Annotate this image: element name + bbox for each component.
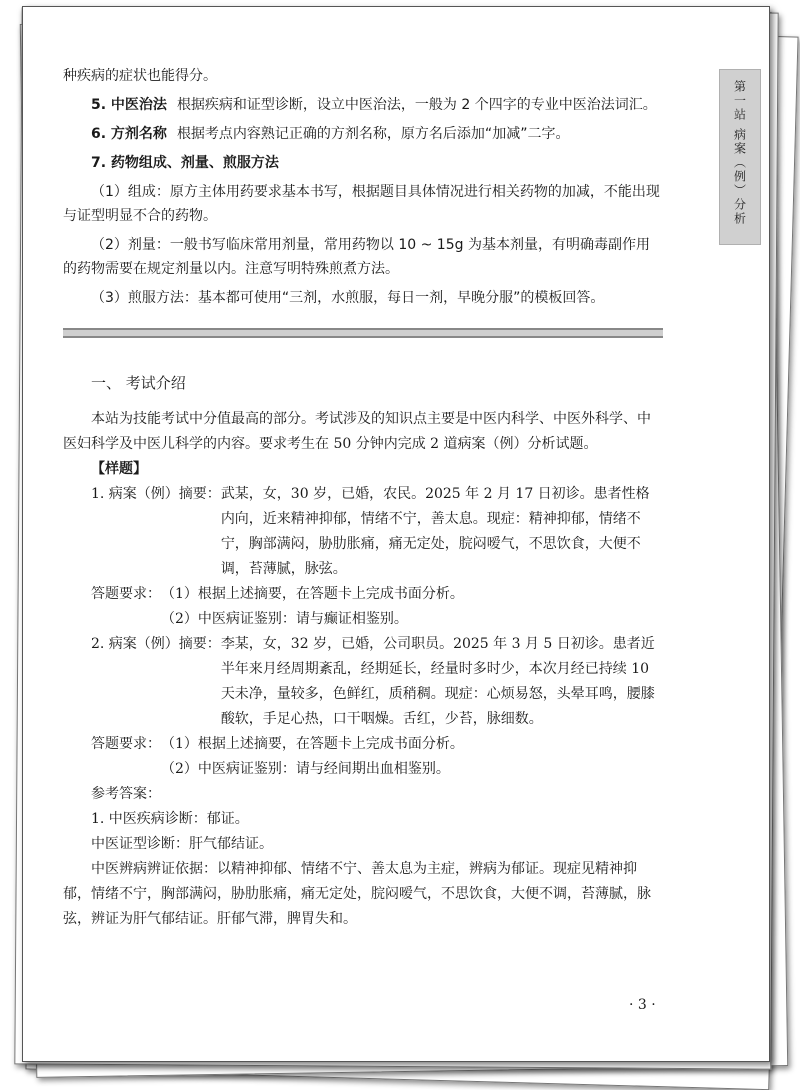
item-5 <box>63 93 663 117</box>
case-1 <box>63 482 663 582</box>
case-1-text: 武某，女，30 岁，已婚，农民。2025 年 2 月 17 日初诊。患者性格内向，近来精神抑郁，情绪不宁，善太息。现症：精神抑郁，情绪不宁，胸部满闷，胁肋胀痛，痛无定处，脘闷嗳气，不思饮食，大便不调，苔薄腻，脉弦。 <box>220 486 650 577</box>
case-1-req-label: 答题要求： <box>91 586 161 602</box>
section-intro: 本站为技能考试中分值最高的部分。考试涉及的知识点主要是中医内科学、中医外科学、中医妇科学及中医儿科学的内容。要求考生在 50 分钟内完成 2 道病案（例）分析试题。 <box>63 411 651 452</box>
item-5-label: 5. 中医治法 <box>91 97 167 113</box>
section-title-block <box>63 371 663 395</box>
item-5-text: 根据疾病和证型诊断，设立中医治法，一般为 2 个四字的专业中医治法词汇。 <box>176 97 657 113</box>
text-line-0: 种疾病的症状也能得分。 <box>63 68 217 84</box>
answer-2: 中医证型诊断：肝气郁结证。 <box>91 836 273 852</box>
sub-item-3: （3）煎服方法：基本都可使用“三剂，水煎服，每日一剂，早晚分服”的模板回答。 <box>91 290 605 306</box>
item-7 <box>63 151 663 175</box>
case-2-req-1: （1）根据上述摘要，在答题卡上完成书面分析。 <box>161 736 464 752</box>
answer-3: 中医辨病辨证依据：以精神抑郁、情绪不宁、善太息为主症，辨病为郁证。现症见精神抑郁，情绪不宁，胸部满闷，胁肋胀痛，痛无定处，脘闷嗳气，不思饮食，大便不调，苔薄腻，脉弦，辨证为肝气郁结证。肝郁气滞，脾胃失和。 <box>63 861 651 927</box>
item-6-text: 根据考点内容熟记正确的方剂名称，原方名后添加“加减”二字。 <box>176 126 570 142</box>
case-2-req-2: （2）中医病证鉴别：请与经间期出血相鉴别。 <box>161 761 450 777</box>
section-body <box>63 407 663 932</box>
case-2 <box>63 632 663 732</box>
case-1-label: 1. 病案（例）摘要： <box>91 486 221 502</box>
case-1-req-1: （1）根据上述摘要，在答题卡上完成书面分析。 <box>161 586 464 602</box>
case-2-req-label: 答题要求： <box>91 736 161 752</box>
case-2-label: 2. 病案（例）摘要： <box>91 636 221 652</box>
answer-1: 1. 中医疾病诊断：郁证。 <box>91 811 249 827</box>
section-title: 一、 考试介绍 <box>91 374 186 392</box>
sub-item-2: （2）剂量：一般书写临床常用剂量，常用药物以 10 ~ 15g 为基本剂量，有明确毒副作用的药物需要在规定剂量以内。注意写明特殊煎煮方法。 <box>63 237 650 277</box>
answer-label: 参考答案： <box>91 786 161 802</box>
section-divider <box>63 328 663 338</box>
chapter-side-tab-label: 第一站 病案（例）分析 <box>732 80 747 226</box>
sample-label: 【样题】 <box>91 461 147 477</box>
sub-item-1: （1）组成：原方主体用药要求基本书写，根据题目具体情况进行相关药物的加减，不能出现与证型明显不合的药物。 <box>63 184 660 224</box>
case-2-text: 李某，女，32 岁，已婚，公司职员。2025 年 3 月 5 日初诊。患者近半年来月经周期紊乱，经期延长，经量时多时少，本次月经已持续 10 天未净，量较多，色鲜红，质稍稠。现症：心烦易怒，头晕耳鸣，腰膝酸软，手足心热，口干咽燥。舌红，少苔，脉细数。 <box>220 636 655 727</box>
case-2-req-1-row <box>63 732 663 757</box>
case-1-req-1-row <box>63 582 663 607</box>
book-page <box>22 6 770 1062</box>
page-number: · 3 · <box>629 997 656 1013</box>
item-6-label: 6. 方剂名称 <box>91 126 167 142</box>
top-text-block <box>63 64 663 310</box>
chapter-side-tab <box>719 69 761 245</box>
item-6 <box>63 122 663 146</box>
item-7-label: 7. 药物组成、剂量、煎服方法 <box>91 155 279 171</box>
case-1-req-2: （2）中医病证鉴别：请与癫证相鉴别。 <box>161 611 408 627</box>
